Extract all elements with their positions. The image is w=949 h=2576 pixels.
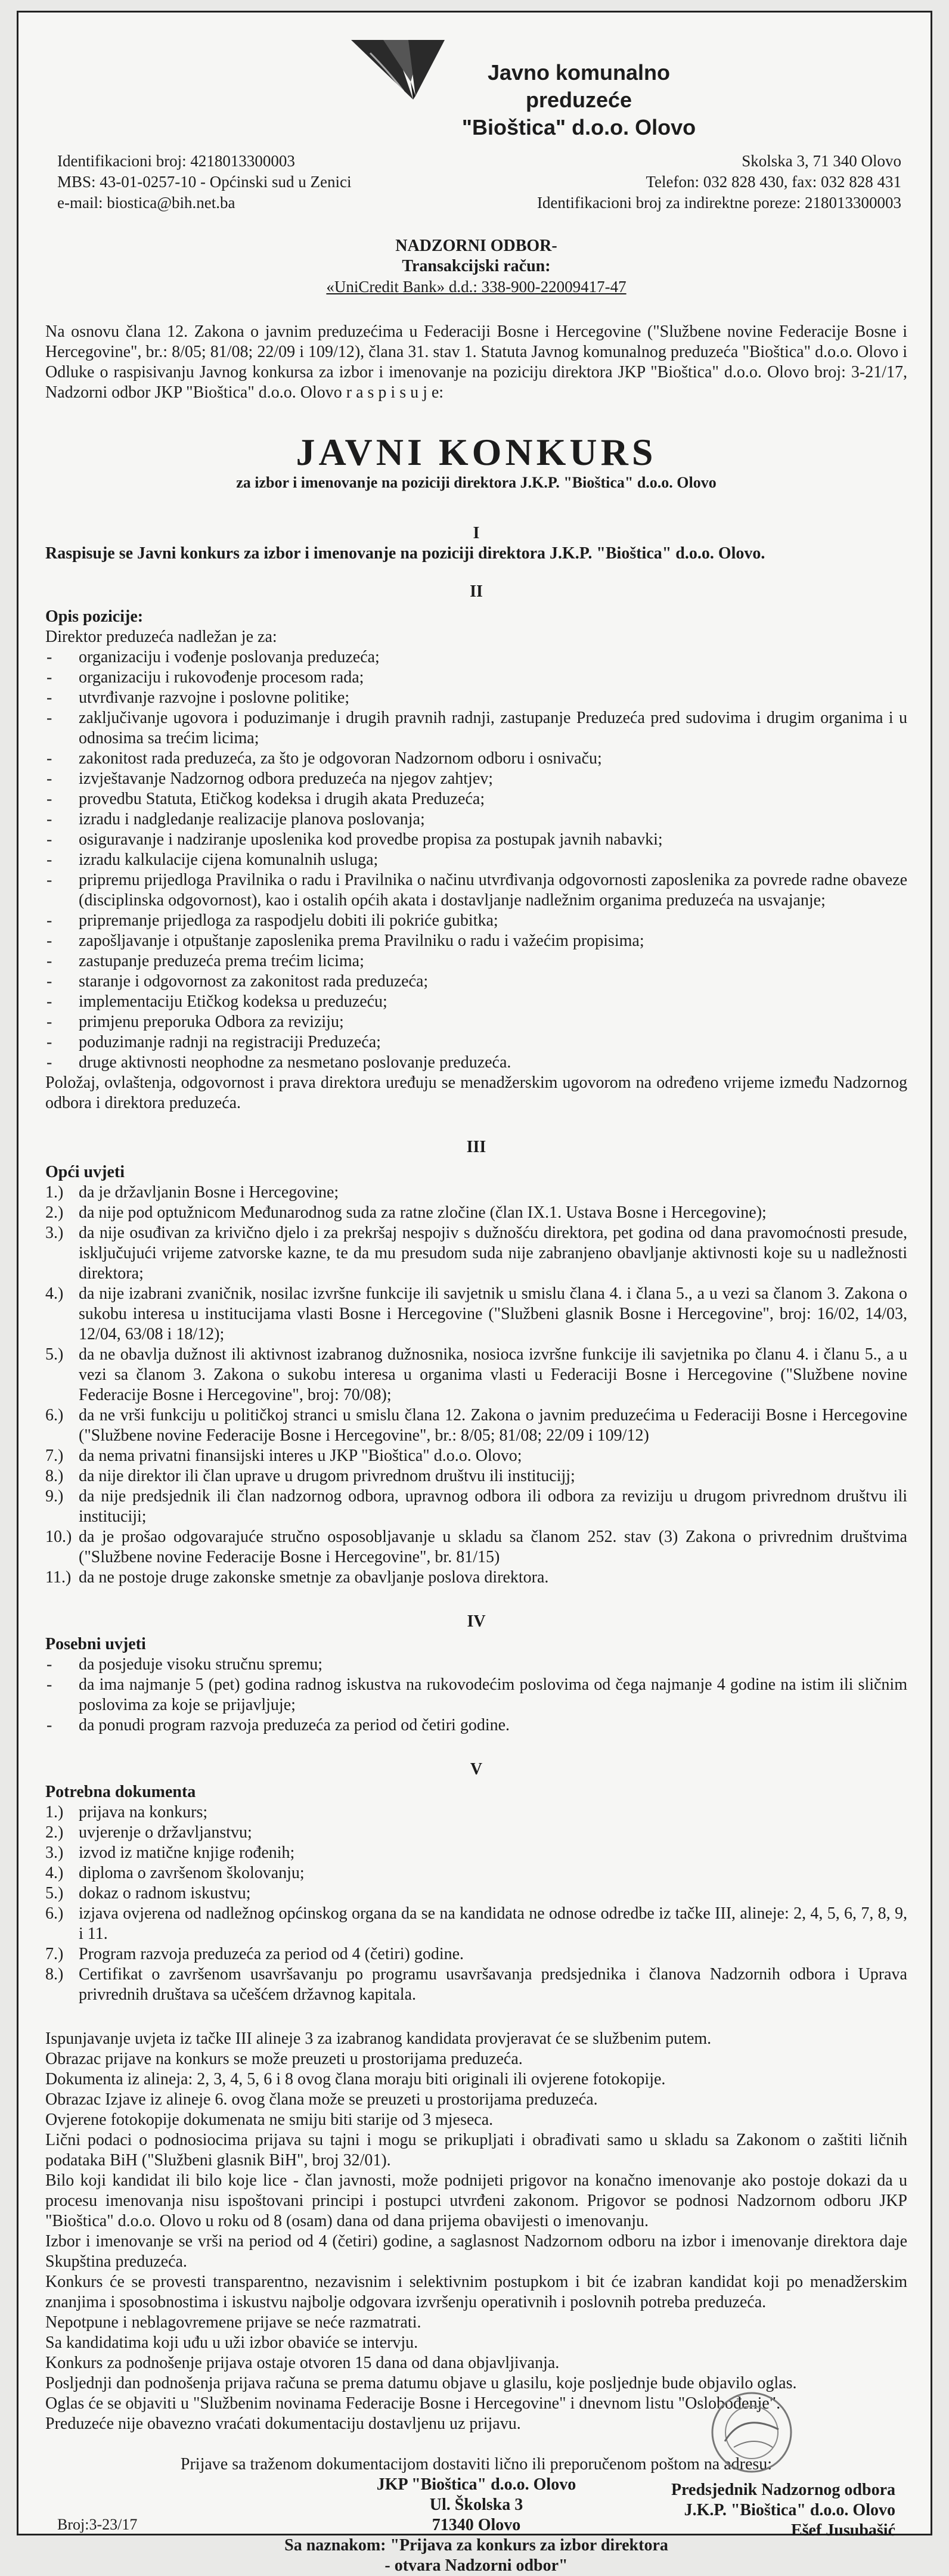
note-paragraph: Obrazac Izjave iz alineje 6. ovog člana može se preuzeti u prostorijama preduzeća. [45, 2090, 598, 2109]
list-item [45, 1944, 907, 1964]
item-number: 1.) [45, 1183, 64, 1202]
address-line-1: JKP "Bioštica" d.o.o. Olovo [376, 2475, 576, 2494]
item-number: 3.) [45, 1843, 64, 1862]
item-number: 5.) [45, 1345, 64, 1364]
list-item: - primjenu preporuka Odbora za reviziju; [45, 1012, 907, 1032]
submission-lead: Prijave sa traženom dokumentacijom dostaviti lično ili preporučenom poštom na adresu: [180, 2455, 773, 2473]
position-description-lead: Direktor preduzeća nadležan je za: [45, 628, 277, 646]
list-item [45, 1904, 907, 1944]
item-text: da je prošao odgovarajuće stručno osposobljavanje u skladu sa članom 252. stav (3) Zakona o privrednim društvima ("Službene novine Federacije Bosne i Hercegovine", br. 81/15) [79, 1528, 907, 1566]
required-documents-list [45, 1802, 907, 2005]
list-item: - organizaciju i rukovođenje procesom rada; [45, 668, 907, 688]
id-number: Identifikacioni broj: 4218013300003 [57, 152, 295, 170]
company-logo [346, 29, 448, 119]
board-title-text: NADZORNI ODBOR- [395, 237, 557, 255]
phone-line: Telefon: 032 828 430, fax: 032 828 431 [646, 173, 901, 191]
item-text: da nema privatni finansijski interes u JKP "Bioštica" d.o.o. Olovo; [79, 1447, 522, 1465]
item-text: uvjerenje o državljanstvu; [79, 1823, 252, 1842]
list-item [45, 1964, 907, 2005]
item-number: 6.) [45, 1406, 64, 1424]
item-number: 4.) [45, 1284, 64, 1303]
list-item: - staranje i odgovornost za zakonitost rada preduzeća; [45, 972, 907, 992]
note-paragraph: Konkurs će se provesti transparentno, nezavisnim i selektivnim postupkom i bit će izabran kandidat koji po menadžerskim znanjima i sposobnostima i iskustvu najbolje odgovara izvršenju operativnih i poslovnih potreba preduzeća. [45, 2273, 907, 2311]
item-number: 1.) [45, 1803, 64, 1821]
note-paragraph: Konkurs za podnošenje prijava ostaje otvoren 15 dana od dana objavljivanja. [45, 2354, 560, 2372]
item-number: 2.) [45, 1823, 64, 1842]
note-paragraph: Lični podaci o podnosiocima prijava su tajni i mogu se prikupljati i obrađivati samo u skladu sa Zakonom o zaštiti ličnih podataka BiH ("Službeni glasnik BiH", broj 32/01). [45, 2131, 907, 2170]
list-item [45, 1183, 907, 1203]
list-item: - da posjeduje visoku stručnu spremu; [45, 1655, 907, 1675]
item-number: 8.) [45, 1965, 64, 1984]
email-line: e-mail: biostica@bih.net.ba [57, 194, 235, 212]
list-item [45, 1223, 907, 1284]
list-item [45, 1823, 907, 1843]
list-item [45, 1863, 907, 1883]
signature-line-2: J.K.P. "Bioštica" d.o.o. Olovo [684, 2501, 895, 2519]
letterhead-right-block [537, 151, 901, 213]
intro-paragraph: Na osnovu člana 12. Zakona o javnim preduzećima u Federaciji Bosne i Hercegovine ("Službene novine Federacije Bosne i Hercegovine", br.: 8/05; 81/08; 22/09 i 109/12), člana 31. stav 1. Statuta Javnog komunalnog preduzeća "Bioštica" d.o.o. Olovo i Odluke o raspisivanju Javnog konkursa za izbor i imenovanje na poziciju direktora JKP "Bioštica" d.o.o. Olovo broj: 3-21/17, Nadzorni odbor JKP "Bioštica" d.o.o. Olovo r a s p i s u j e: [45, 322, 907, 402]
note-paragraph: Ovjerene fotokopije dokumenata ne smiju biti starije od 3 mjeseca. [45, 2111, 494, 2129]
note-paragraph: Preduzeće nije obavezno vraćati dokumentaciju dostavljenu uz prijavu. [45, 2414, 521, 2433]
note-paragraph: Nepotpune i neblagovremene prijave se neće razmatrati. [45, 2313, 421, 2332]
note-paragraph: Dokumenta iz alineja: 2, 3, 4, 5, 6 i 8 ovog člana moraju biti originali ili ovjerene fotokopije. [45, 2070, 666, 2088]
mbs-line: MBS: 43-01-0257-10 - Općinski sud u Zenici [57, 173, 352, 191]
signature-line-1: Predsjednik Nadzornog odbora [671, 2481, 895, 2499]
item-text: izvod iz matične knjige rođenih; [79, 1843, 295, 1862]
section-ii-heading: II [470, 582, 483, 601]
list-item: - izvještavanje Nadzornog odbora preduzeća na njegov zahtjev; [45, 769, 907, 789]
list-item: - poduzimanje radnji na registraciji Preduzeća; [45, 1032, 907, 1053]
list-item [45, 1345, 907, 1405]
list-item: - utvrđivanje razvojne i poslovne politike; [45, 688, 907, 708]
notice-sheet [17, 11, 932, 2575]
list-item [45, 1446, 907, 1466]
item-number: 10.) [45, 1528, 72, 1546]
item-number: 3.) [45, 1224, 64, 1242]
item-text: da ne obavlja dužnost ili aktivnost izabranog dužnosnika, nosioca izvršne funkcije ili savjetnika po članu 4. i članu 5., a u vezi sa članom 3. Zakona o sukobu interesa u organima vlasti u Federaciji Bosne i Hercegovine ("Službene novine Federacije Bosne i Hercegovine", broj: 70/08); [79, 1345, 907, 1404]
item-text: da je državljanin Bosne i Hercegovine; [79, 1183, 339, 1202]
section-iv-heading: IV [467, 1612, 486, 1631]
list-item: - izradu kalkulacije cijena komunalnih usluga; [45, 850, 907, 870]
document-number: Broj:3-23/17 [57, 2516, 138, 2533]
page-title: JAVNI KONKURS [296, 431, 657, 473]
special-conditions-label: Posebni uvjeti [45, 1635, 146, 1653]
list-item [45, 1527, 907, 1568]
list-item [45, 1284, 907, 1345]
list-item [45, 1568, 907, 1588]
item-text: da nije izabrani zvaničnik, nosilac izvršne funkcije ili savjetnik u smislu člana 4. i člana 5., a u vezi sa članom 3. Zakona o sukobu interesa u institucijama vlasti Bosne i Hercegovine ("Službeni glasnik Bosne i Hercegovine", broj: 16/02, 14/03, 12/04, 63/08 i 18/12); [79, 1284, 907, 1343]
list-item [45, 1466, 907, 1486]
submission-note-1: Sa naznakom: "Prijava za konkurs za izbor direktora [284, 2536, 668, 2555]
item-text: da ne vrši funkciju u političkoj stranci u smislu člana 12. Zakona o javnim preduzećima u Federaciji Bosne i Hercegovine ("Službene novine Federacije Bosne i Hercegovine", br.: 8/05; 81/08; 22/09 i 109/12) [79, 1406, 907, 1445]
item-text: da nije pod optužnicom Međunarodnog suda za ratne zločine (član IX.1. Ustava Bosne i Hercegovine); [79, 1203, 767, 1222]
list-item: - implementaciju Etičkog kodeksa u preduzeću; [45, 992, 907, 1012]
position-description-label: Opis pozicije: [45, 607, 144, 626]
item-number: 7.) [45, 1945, 64, 1963]
item-text: Program razvoja preduzeća za period od 4 (četiri) godine. [79, 1945, 464, 1963]
duties-list [45, 647, 907, 1073]
note-paragraph: Sa kandidatima koji uđu u uži izbor obaviće se intervju. [45, 2333, 418, 2352]
list-item [45, 1405, 907, 1446]
list-item [45, 1883, 907, 1904]
item-text: Certifikat o završenom usavršavanju po programu usavršavanja predsjednika i članova Nadzornih odbora i Uprava privrednih društava sa učešćem državnog kapitala. [79, 1965, 907, 2004]
list-item: - pripremu prijedloga Pravilnika o radu i Pravilnika o načinu utvrđivanja odgovornosti zaposlenika za povrede radne obaveze (disciplinska odgovornost), kao i ostalih općih akata i dostavljanje nadležnim organima preduzeća na usvajanje; [45, 870, 907, 911]
list-item: - pripremanje prijedloga za raspodjelu dobiti ili pokriće gubitka; [45, 911, 907, 931]
list-item [45, 1486, 907, 1527]
list-item: - osiguravanje i nadziranje uposlenika kod provedbe propisa za postupak javnih nabavki; [45, 830, 907, 850]
list-item: - provedbu Statuta, Etičkog kodeksa i drugih akata Preduzeća; [45, 789, 907, 809]
item-number: 9.) [45, 1487, 64, 1506]
item-text: diploma o završenom školovanju; [79, 1864, 305, 1882]
company-line-2: "Bioštica" d.o.o. Olovo [461, 115, 696, 139]
item-text: izjava ovjerena od nadležnog općinskog organa da se na kandidata ne odnose odredbe iz tačke III, alineje: 2, 4, 5, 6, 7, 8, 9, i 11. [79, 1904, 907, 1943]
item-text: da ne postoje druge zakonske smetnje za obavljanje poslova direktora. [79, 1568, 549, 1587]
list-item: - da ponudi program razvoja preduzeća za period od četiri godine. [45, 1715, 907, 1736]
note-paragraph: Oglas će se objaviti u "Službenim novinama Federacije Bosne i Hercegovine" i dnevnom listu "Oslobođenje". [45, 2394, 781, 2413]
stamp-icon [707, 2388, 796, 2477]
note-paragraph: Posljednji dan podnošenja prijava računa se prema datumu objave u glasilu, koje posljednje bude objavilo oglas. [45, 2374, 797, 2392]
list-item [45, 1843, 907, 1863]
list-item: - zaključivanje ugovora i poduzimanje i drugih pravnih radnji, zastupanje Preduzeća pred sudovima i drugim organima i u odnosima sa trećim licima; [45, 708, 907, 749]
note-paragraph: Obrazac prijave na konkurs se može preuzeti u prostorijama preduzeća. [45, 2050, 523, 2068]
address-line-2: Ul. Školska 3 [429, 2496, 523, 2514]
item-number: 6.) [45, 1904, 64, 1923]
item-text: dokaz o radnom iskustvu; [79, 1884, 251, 1902]
submission-note-2: - otvara Nadzorni odbor" [384, 2556, 568, 2575]
list-item [45, 1203, 907, 1223]
item-text: da nije direktor ili član uprave u drugom privrednom društvu ili institucijj; [79, 1467, 575, 1485]
item-text: da nije predsjednik ili član nadzornog odbora, upravnog odbora ili odbora za reviziju u drugom privrednom društvu ili instituciji; [79, 1487, 907, 1526]
address-line-3: 71340 Olovo [432, 2516, 521, 2534]
item-text: prijava na konkurs; [79, 1803, 208, 1821]
letterhead [45, 13, 907, 212]
section-iii-heading: III [466, 1138, 486, 1156]
tax-id-line: Identifikacioni broj za indirektne poreze: 218013300003 [536, 194, 901, 212]
required-documents-label: Potrebna dokumenta [45, 1783, 196, 1801]
item-number: 2.) [45, 1203, 64, 1222]
list-item [45, 1802, 907, 1823]
list-item: - zapošljavanje i otpuštanje zaposlenika prema Pravilniku o radu i važećim propisima; [45, 931, 907, 951]
section-i-heading: I [473, 524, 480, 542]
bank-account: «UniCredit Bank» d.d.: 338-900-22009417-47 [326, 278, 627, 296]
list-item: - organizaciju i vođenje poslovanja preduzeća; [45, 647, 907, 668]
list-item: - izradu i nadgledanje realizacije planova poslovanja; [45, 809, 907, 830]
general-conditions-label: Opći uvjeti [45, 1163, 125, 1181]
note-paragraph: Ispunjavanje uvjeta iz tačke III alineje 3 za izabranog kandidata provjeravat će se službenim putem. [45, 2029, 712, 2048]
item-number: 11.) [45, 1568, 72, 1587]
item-number: 5.) [45, 1884, 64, 1902]
item-number: 4.) [45, 1864, 64, 1882]
list-item: - druge aktivnosti neophodne za nesmetano poslovanje preduzeća. [45, 1053, 907, 1073]
list-item: - zakonitost rada preduzeća, za što je odgovoran Nadzornom odboru i osnivaču; [45, 749, 907, 769]
signature-line-3: Ešef Jusubašić [790, 2521, 895, 2540]
signature-block [671, 2480, 895, 2541]
item-text: da nije osuđivan za krivično djelo i za prekršaj nespojiv s dužnošću direktora, pet godina od dana pravomoćnosti presude, isključujući vrijeme zatvorske kazne, te da mu presudom suda nije zabranjeno obavljanje aktivnosti koje su u nadležnosti direktora; [79, 1224, 907, 1283]
item-number: 7.) [45, 1447, 64, 1465]
board-title [45, 236, 907, 277]
item-number: 8.) [45, 1467, 64, 1485]
position-closing: Položaj, ovlaštenja, odgovornost i prava direktora uređuju se menadžerskim ugovorom na određeno vrijeme između Nadzornog odbora i direktora preduzeća. [45, 1073, 907, 1112]
general-conditions-list [45, 1183, 907, 1588]
address-line: Skolska 3, 71 340 Olovo [742, 152, 901, 170]
account-label: Transakcijski račun: [402, 257, 551, 275]
notice-content [45, 13, 907, 2576]
company-line-1: Javno komunalno preduzeće [487, 60, 671, 112]
list-item: - da ima najmanje 5 (pet) godina radnog iskustva na rukovodećim poslovima od čega najmanje 4 godine na istim ili sličnim poslovima za koje se prijavljuje; [45, 1675, 907, 1715]
notes-block [45, 2029, 907, 2434]
section-i-text: Raspisuje se Javni konkurs za izbor i imenovanje na poziciji direktora J.K.P. "Bioštica" d.o.o. Olovo. [45, 544, 765, 563]
section-v-heading: V [470, 1760, 483, 1779]
note-paragraph: Izbor i imenovanje se vrši na period od 4 (četiri) godine, a saglasnost Nadzornom odboru na izbor i imenovanje direktora daje Skupština preduzeća. [45, 2232, 907, 2271]
special-conditions-list [45, 1655, 907, 1736]
page-subtitle: za izbor i imenovanje na poziciji direktora J.K.P. "Bioštica" d.o.o. Olovo [236, 474, 717, 491]
list-item: - zastupanje preduzeća prema trećim licima; [45, 951, 907, 972]
company-name [445, 59, 713, 141]
note-paragraph: Bilo koji kandidat ili bilo koje lice - član javnosti, može podnijeti prigovor na konačno imenovanje ako postoje dokazi da u procesu imenovanja nisu ispoštovani principi i postupci utvrđeni zakonom. Prigovor se podnosi Nadzornom odboru JKP "Bioštica" d.o.o. Olovo u roku od 8 (osam) dana od dana prijema obavijesti o imenovanju. [45, 2171, 907, 2230]
letterhead-left-block [57, 151, 351, 213]
